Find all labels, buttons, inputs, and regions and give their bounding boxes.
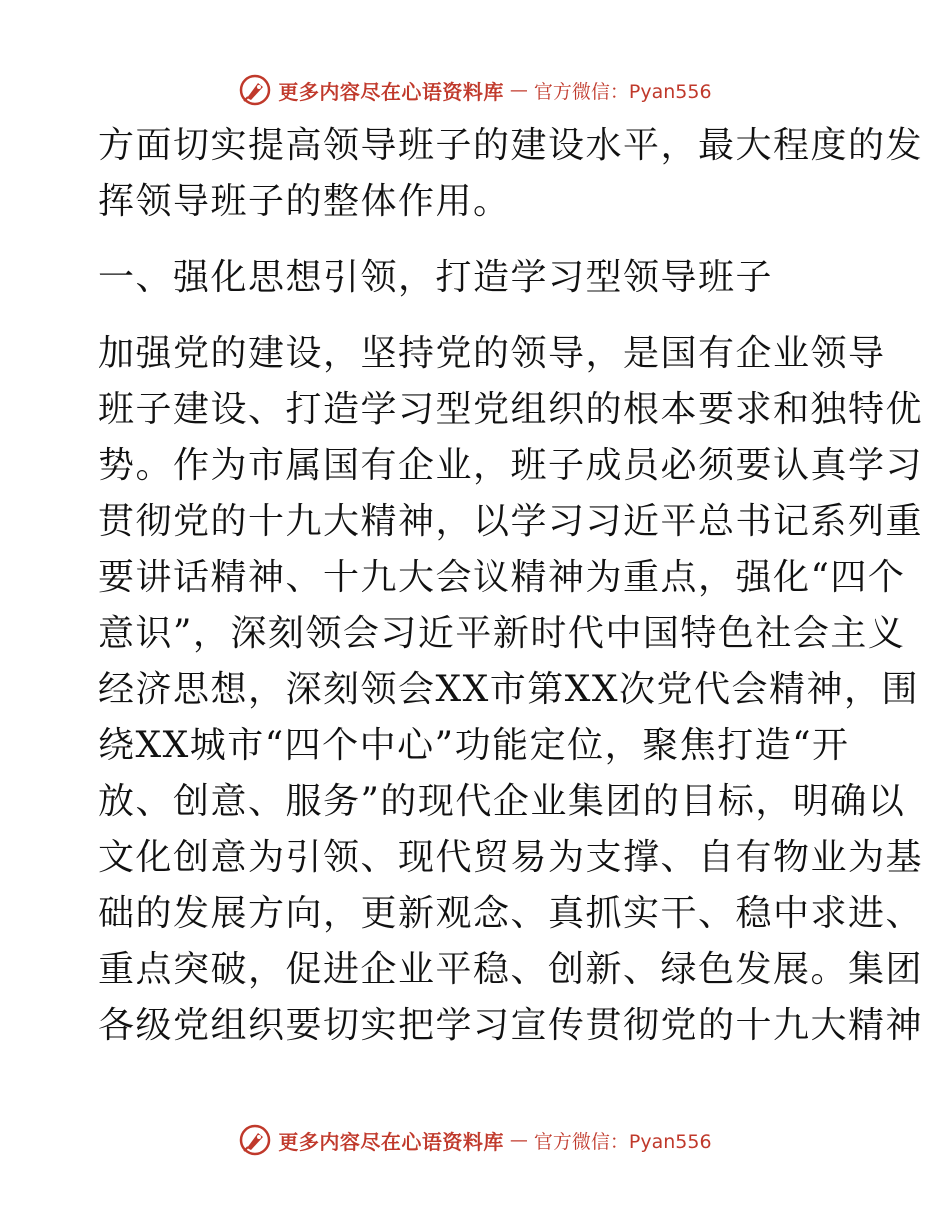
banner-dash: —: [509, 79, 528, 101]
footer-banner-inner: [238, 1123, 711, 1157]
paragraph-line: 班子建设、打造学习型党组织的根本要求和独特优: [98, 389, 924, 430]
paragraph-line: 文化创意为引领、现代贸易为支撑、自有物业为基: [98, 837, 924, 878]
header-banner-inner: [238, 73, 711, 107]
banner-dash: —: [509, 1129, 528, 1151]
paragraph-line: 经济思想，深刻领会XX市第XX次党代会精神，围: [98, 669, 920, 710]
header-banner: [0, 70, 950, 110]
pen-nib-circle-icon: [238, 73, 272, 107]
paragraph-line: 贯彻党的十九大精神，以学习习近平总书记系列重: [98, 501, 924, 542]
pen-nib-circle-icon: [238, 1123, 272, 1157]
paragraph-line: 各级党组织要切实把学习宣传贯彻党的十九大精神: [98, 1005, 924, 1046]
banner-site-name: 更多内容尽在心语资料库: [278, 79, 504, 104]
document-body: [98, 118, 924, 1054]
paragraph-line: 放、创意、服务”的现代企业集团的目标，明确以: [98, 781, 906, 822]
paragraph-line: 绕XX城市“四个中心”功能定位，聚焦打造“开: [98, 725, 850, 766]
section-heading: 一、强化思想引领，打造学习型领导班子: [98, 257, 774, 298]
paragraph-gap: [98, 230, 858, 250]
banner-official-wechat: 官方微信：Pyan556: [533, 80, 712, 103]
paragraph-line: 要讲话精神、十九大会议精神为重点，强化“四个: [98, 557, 906, 598]
paragraph-line: 础的发展方向，更新观念、真抓实干、稳中求进、: [98, 893, 924, 934]
paragraph-line: 挥领导班子的整体作用。: [98, 181, 511, 222]
paragraph-gap: [98, 306, 858, 326]
banner-official-wechat: 官方微信：Pyan556: [533, 1130, 712, 1153]
footer-banner: [0, 1120, 950, 1160]
paragraph-line: 方面切实提高领导班子的建设水平，最大程度的发: [98, 125, 924, 166]
paragraph-line: 重点突破，促进企业平稳、创新、绿色发展。集团: [98, 949, 924, 990]
paragraph-line: 势。作为市属国有企业，班子成员必须要认真学习: [98, 445, 924, 486]
banner-site-name: 更多内容尽在心语资料库: [278, 1129, 504, 1154]
paragraph-line: 意识”，深刻领会习近平新时代中国特色社会主义: [98, 613, 906, 654]
paragraph-line: 加强党的建设，坚持党的领导，是国有企业领导: [98, 333, 886, 374]
